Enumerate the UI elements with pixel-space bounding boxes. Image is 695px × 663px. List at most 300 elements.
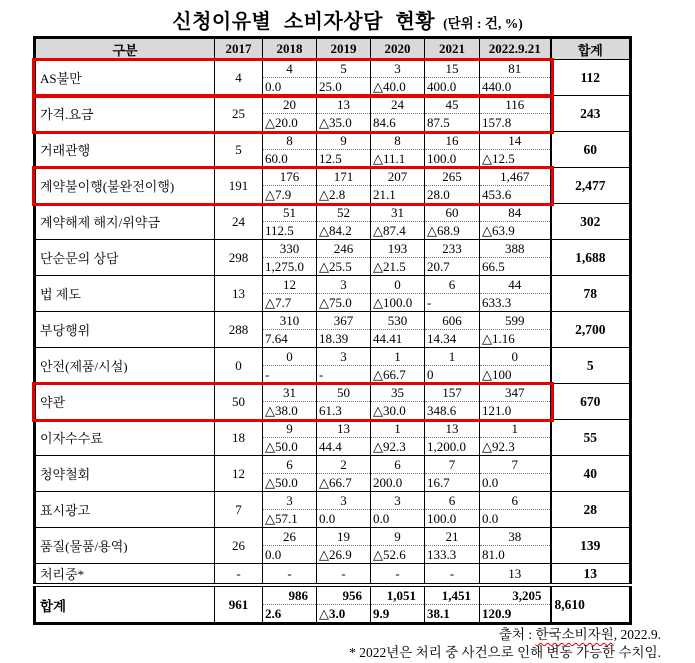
- cell-2019: [317, 348, 371, 384]
- grand-total-row: [35, 585, 631, 624]
- pct-change: △11.1: [373, 151, 406, 166]
- count: 16: [425, 132, 479, 150]
- count: 3: [263, 492, 316, 510]
- cell-2018: [263, 420, 317, 456]
- row-label: 법 제도: [35, 276, 215, 312]
- cell-2019: [317, 168, 371, 204]
- pct-change: 28.0: [427, 187, 450, 202]
- cell-2018: [263, 312, 317, 348]
- count: 9: [371, 528, 424, 546]
- pct-change: 0.0: [482, 475, 499, 490]
- cell-2022.9.21: [480, 492, 551, 528]
- count: 15: [425, 60, 479, 78]
- count: 310: [263, 312, 316, 330]
- count: 31: [263, 384, 316, 402]
- pct-change: △12.5: [482, 151, 515, 166]
- count: 4: [263, 60, 316, 78]
- count: 38: [480, 528, 550, 546]
- cell-2019: [317, 204, 371, 240]
- source-suffix: , 2022.9.: [613, 627, 661, 642]
- table-row: [35, 204, 631, 240]
- cell-2018: -: [263, 564, 317, 586]
- row-label: 품질(물품/용역): [35, 528, 215, 564]
- count: 6: [425, 276, 479, 294]
- cell-2019: [317, 132, 371, 168]
- cell-2019: [317, 96, 371, 132]
- pct-change: 348.6: [427, 403, 457, 418]
- row-label: 청약철회: [35, 456, 215, 492]
- count: 0: [480, 348, 550, 366]
- cell-2022.9.21: [480, 420, 551, 456]
- cell-2019: [317, 456, 371, 492]
- count: 24: [371, 96, 424, 114]
- table-body: [35, 60, 631, 624]
- pct-change: △57.1: [265, 511, 298, 526]
- count: 3: [317, 492, 370, 510]
- cell-2018: [263, 585, 317, 624]
- row-total: 2,477: [551, 168, 631, 204]
- footer: [349, 626, 661, 662]
- count: 157: [425, 384, 479, 402]
- count: 5: [317, 60, 370, 78]
- row-total: 8,610: [551, 585, 631, 624]
- pct-change: 121.0: [482, 403, 512, 418]
- pct-change: 0: [427, 367, 434, 382]
- row-label: 단순문의 상담: [35, 240, 215, 276]
- count: 1,451: [425, 587, 479, 605]
- table-row: [35, 528, 631, 564]
- cell-2017: -: [215, 564, 263, 586]
- row-label: 이자수수료: [35, 420, 215, 456]
- pct-change: 14.34: [427, 331, 457, 346]
- cell-2022.9.21: [480, 456, 551, 492]
- pending-row: [35, 564, 631, 586]
- pct-change: 0.0: [373, 511, 390, 526]
- cell-2017: 298: [215, 240, 263, 276]
- count: 176: [263, 168, 316, 186]
- pct-change: 200.0: [373, 475, 403, 490]
- count: 6: [263, 456, 316, 474]
- row-total: 55: [551, 420, 631, 456]
- count: 21: [425, 528, 479, 546]
- cell-2022.9.21: [480, 312, 551, 348]
- source-prefix: 출처 :: [498, 627, 536, 642]
- footnote: * 2022년은 처리 중 사건으로 인해 변동 가능한 수치임.: [349, 645, 661, 660]
- count: 20: [263, 96, 316, 114]
- count: 52: [317, 204, 370, 222]
- pct-change: 20.7: [427, 259, 450, 274]
- count: 3,205: [480, 587, 550, 605]
- count: 50: [317, 384, 370, 402]
- count: 1: [425, 348, 479, 366]
- row-label: 계약불이행(불완전이행): [35, 168, 215, 204]
- pct-change: 0.0: [265, 79, 282, 94]
- count: 84: [480, 204, 550, 222]
- page-title: [0, 5, 695, 34]
- cell-2020: [371, 348, 425, 384]
- pct-change: △66.7: [373, 367, 406, 382]
- pct-change: △92.3: [482, 439, 515, 454]
- count: 3: [371, 492, 424, 510]
- count: 13: [317, 96, 370, 114]
- pct-change: 84.6: [373, 115, 396, 130]
- cell-2018: [263, 276, 317, 312]
- pct-change: △20.0: [265, 115, 298, 130]
- pct-change: 133.3: [427, 547, 457, 562]
- cell-2019: [317, 420, 371, 456]
- cell-2019: [317, 60, 371, 96]
- count: 3: [371, 60, 424, 78]
- table-row: [35, 348, 631, 384]
- cell-2021: [425, 168, 480, 204]
- cell-2020: [371, 420, 425, 456]
- count: 388: [480, 240, 550, 258]
- col-header: 2019: [317, 38, 371, 60]
- count: 26: [263, 528, 316, 546]
- count: 3: [317, 276, 370, 294]
- cell-2021: [425, 60, 480, 96]
- cell-2020: [371, 60, 425, 96]
- col-header: 구분: [35, 38, 215, 60]
- table-row: [35, 240, 631, 276]
- pct-change: 44.4: [319, 439, 342, 454]
- header-row: [35, 38, 631, 60]
- pct-change: △1.16: [482, 331, 515, 346]
- pct-change: -: [265, 367, 270, 382]
- cell-2020: [371, 528, 425, 564]
- pct-change: 38.1: [427, 606, 450, 621]
- cell-2020: [371, 585, 425, 624]
- cell-2017: 25: [215, 96, 263, 132]
- cell-2020: [371, 312, 425, 348]
- cell-2017: 7: [215, 492, 263, 528]
- count: 1,051: [371, 587, 424, 605]
- cell-2018: [263, 492, 317, 528]
- pct-change: △25.5: [319, 259, 352, 274]
- cell-2022.9.21: [480, 240, 551, 276]
- table-row: [35, 60, 631, 96]
- cell-2020: [371, 204, 425, 240]
- row-total: 139: [551, 528, 631, 564]
- pct-change: 60.0: [265, 151, 288, 166]
- count: 45: [425, 96, 479, 114]
- row-label: AS불만: [35, 60, 215, 96]
- table-header: [35, 38, 631, 60]
- count: 530: [371, 312, 424, 330]
- row-label: 표시광고: [35, 492, 215, 528]
- pct-change: △3.0: [319, 606, 346, 621]
- pct-change: △50.0: [265, 439, 298, 454]
- pct-change: 1,275.0: [265, 259, 304, 274]
- pct-change: 453.6: [482, 187, 512, 202]
- cell-2019: [317, 528, 371, 564]
- count: 1,467: [480, 168, 550, 186]
- row-label: 합계: [35, 585, 215, 624]
- cell-2017: 50: [215, 384, 263, 420]
- cell-2021: [425, 348, 480, 384]
- cell-2021: [425, 492, 480, 528]
- cell-2022.9.21: [480, 168, 551, 204]
- row-label: [35, 564, 215, 586]
- title-text: 신청이유별 소비자상담 현황: [172, 11, 436, 33]
- cell-2022.9.21: [480, 585, 551, 624]
- cell-2017: 13: [215, 276, 263, 312]
- pct-change: △100.0: [373, 295, 413, 310]
- pct-change: △2.8: [319, 187, 346, 202]
- row-label: 안전(제품/시설): [35, 348, 215, 384]
- row-label: 계약해제 해지/위약금: [35, 204, 215, 240]
- pct-change: 7.64: [265, 331, 288, 346]
- cell-2020: [371, 168, 425, 204]
- cell-2021: [425, 420, 480, 456]
- cell-2021: -: [425, 564, 480, 586]
- row-total: 670: [551, 384, 631, 420]
- row-label: 약관: [35, 384, 215, 420]
- pct-change: 120.9: [482, 606, 512, 621]
- col-header: 2022.9.21: [480, 38, 551, 60]
- count: 81: [480, 60, 550, 78]
- title-unit: (단위 : 건, %): [443, 16, 523, 31]
- pct-change: 81.0: [482, 547, 505, 562]
- count: 367: [317, 312, 370, 330]
- count: 265: [425, 168, 479, 186]
- cell-2018: [263, 528, 317, 564]
- pct-change: 87.5: [427, 115, 450, 130]
- row-total: 1,688: [551, 240, 631, 276]
- count: 0: [263, 348, 316, 366]
- pct-change: △7.9: [265, 187, 292, 202]
- pct-change: △68.9: [427, 223, 460, 238]
- cell-2021: [425, 96, 480, 132]
- cell-2019: [317, 585, 371, 624]
- table-row: [35, 420, 631, 456]
- cell-2017: 26: [215, 528, 263, 564]
- cell-2018: [263, 240, 317, 276]
- count: 2: [317, 456, 370, 474]
- pct-change: △21.5: [373, 259, 406, 274]
- count: 599: [480, 312, 550, 330]
- count: 9: [317, 132, 370, 150]
- pct-change: 157.8: [482, 115, 512, 130]
- count: 606: [425, 312, 479, 330]
- count: 14: [480, 132, 550, 150]
- pct-change: 100.0: [427, 511, 457, 526]
- pct-change: 21.1: [373, 187, 396, 202]
- count: 60: [425, 204, 479, 222]
- pct-change: 9.9: [373, 606, 390, 621]
- count: 6: [480, 492, 550, 510]
- cell-2018: [263, 132, 317, 168]
- row-total: 243: [551, 96, 631, 132]
- table-row: [35, 492, 631, 528]
- row-label: 가격.요금: [35, 96, 215, 132]
- cell-2017: 24: [215, 204, 263, 240]
- col-header: 합계: [551, 38, 631, 60]
- count: 207: [371, 168, 424, 186]
- table-row: [35, 276, 631, 312]
- cell-2020: [371, 384, 425, 420]
- count: 1: [371, 348, 424, 366]
- pct-change: -: [319, 367, 324, 382]
- count: 986: [263, 587, 316, 605]
- cell-2018: [263, 168, 317, 204]
- cell-2017: 961: [215, 585, 263, 624]
- count: 35: [371, 384, 424, 402]
- row-total: 5: [551, 348, 631, 384]
- table-row: [35, 168, 631, 204]
- count: 956: [317, 587, 370, 605]
- row-total: 28: [551, 492, 631, 528]
- cell-2022.9.21: [480, 528, 551, 564]
- col-header: 2021: [425, 38, 480, 60]
- pct-change: △84.2: [319, 223, 352, 238]
- count: 330: [263, 240, 316, 258]
- cell-2022.9.21: [480, 60, 551, 96]
- cell-2020: [371, 492, 425, 528]
- count: 347: [480, 384, 550, 402]
- cell-2018: [263, 348, 317, 384]
- pct-change: 66.5: [482, 259, 505, 274]
- row-label: 부당행위: [35, 312, 215, 348]
- pct-change: 25.0: [319, 79, 342, 94]
- pct-change: 440.0: [482, 79, 512, 94]
- row-total: 302: [551, 204, 631, 240]
- count: 0: [371, 276, 424, 294]
- pct-change: 0.0: [265, 547, 282, 562]
- pct-change: 61.3: [319, 403, 342, 418]
- count: 13: [425, 420, 479, 438]
- cell-2020: [371, 132, 425, 168]
- table-row: [35, 456, 631, 492]
- cell-2022.9.21: [480, 348, 551, 384]
- pct-change: 16.7: [427, 475, 450, 490]
- count: 6: [425, 492, 479, 510]
- cell-2022.9.21: [480, 276, 551, 312]
- pct-change: 1,200.0: [427, 439, 466, 454]
- pct-change: △30.0: [373, 403, 406, 418]
- pct-change: △50.0: [265, 475, 298, 490]
- cell-2017: 12: [215, 456, 263, 492]
- cell-2020: [371, 456, 425, 492]
- count: 1: [371, 420, 424, 438]
- cell-2020: [371, 276, 425, 312]
- pct-change: 100.0: [427, 151, 457, 166]
- cell-2021: [425, 456, 480, 492]
- cell-2018: [263, 60, 317, 96]
- cell-2022.9.21: 13: [480, 564, 551, 586]
- cell-2017: 5: [215, 132, 263, 168]
- count: 9: [263, 420, 316, 438]
- count: 116: [480, 96, 550, 114]
- cell-2021: [425, 384, 480, 420]
- row-total: 78: [551, 276, 631, 312]
- count: 3: [317, 348, 370, 366]
- consultation-table: [33, 36, 632, 625]
- cell-2017: 191: [215, 168, 263, 204]
- count: 44: [480, 276, 550, 294]
- pct-change: 44.41: [373, 331, 403, 346]
- cell-2017: 18: [215, 420, 263, 456]
- cell-2020: -: [371, 564, 425, 586]
- col-header: 2017: [215, 38, 263, 60]
- count: 8: [371, 132, 424, 150]
- pct-change: 0.0: [319, 511, 336, 526]
- cell-2021: [425, 276, 480, 312]
- count: 13: [317, 420, 370, 438]
- cell-2019: [317, 384, 371, 420]
- cell-2017: 288: [215, 312, 263, 348]
- col-header: 2018: [263, 38, 317, 60]
- row-total: 2,700: [551, 312, 631, 348]
- cell-2018: [263, 96, 317, 132]
- pct-change: △52.6: [373, 547, 406, 562]
- cell-2021: [425, 240, 480, 276]
- count: 246: [317, 240, 370, 258]
- count: 233: [425, 240, 479, 258]
- row-total: 112: [551, 60, 631, 96]
- pct-change: 18.39: [319, 331, 349, 346]
- pending-label: 처리중*: [40, 567, 85, 582]
- count: 193: [371, 240, 424, 258]
- pct-change: 112.5: [265, 223, 294, 238]
- pct-change: △26.9: [319, 547, 352, 562]
- pct-change: △35.0: [319, 115, 352, 130]
- cell-2019: [317, 312, 371, 348]
- pct-change: △75.0: [319, 295, 352, 310]
- table-row: [35, 132, 631, 168]
- cell-2022.9.21: [480, 96, 551, 132]
- row-label: 거래관행: [35, 132, 215, 168]
- col-header: 2020: [371, 38, 425, 60]
- count: 171: [317, 168, 370, 186]
- count: 51: [263, 204, 316, 222]
- count: 1: [480, 420, 550, 438]
- pct-change: -: [427, 295, 432, 310]
- pct-change: △38.0: [265, 403, 298, 418]
- cell-2022.9.21: [480, 132, 551, 168]
- pct-change: △7.7: [265, 295, 292, 310]
- source-line: [349, 626, 661, 644]
- cell-2019: [317, 492, 371, 528]
- table-row: [35, 96, 631, 132]
- cell-2020: [371, 240, 425, 276]
- pct-change: △92.3: [373, 439, 406, 454]
- pct-change: 400.0: [427, 79, 457, 94]
- cell-2022.9.21: [480, 384, 551, 420]
- cell-2019: [317, 240, 371, 276]
- cell-2020: [371, 96, 425, 132]
- table-wrap: [33, 36, 632, 625]
- cell-2019: -: [317, 564, 371, 586]
- pct-change: △87.4: [373, 223, 406, 238]
- cell-2021: [425, 528, 480, 564]
- pct-change: △100: [482, 367, 512, 382]
- count: 12: [263, 276, 316, 294]
- cell-2018: [263, 384, 317, 420]
- pct-change: △40.0: [373, 79, 406, 94]
- count: 7: [425, 456, 479, 474]
- count: 7: [480, 456, 550, 474]
- cell-2021: [425, 585, 480, 624]
- table-row: [35, 312, 631, 348]
- row-total: 40: [551, 456, 631, 492]
- count: 6: [371, 456, 424, 474]
- pct-change: △63.9: [482, 223, 515, 238]
- pct-change: 12.5: [319, 151, 342, 166]
- cell-2018: [263, 456, 317, 492]
- count: 19: [317, 528, 370, 546]
- cell-2021: [425, 204, 480, 240]
